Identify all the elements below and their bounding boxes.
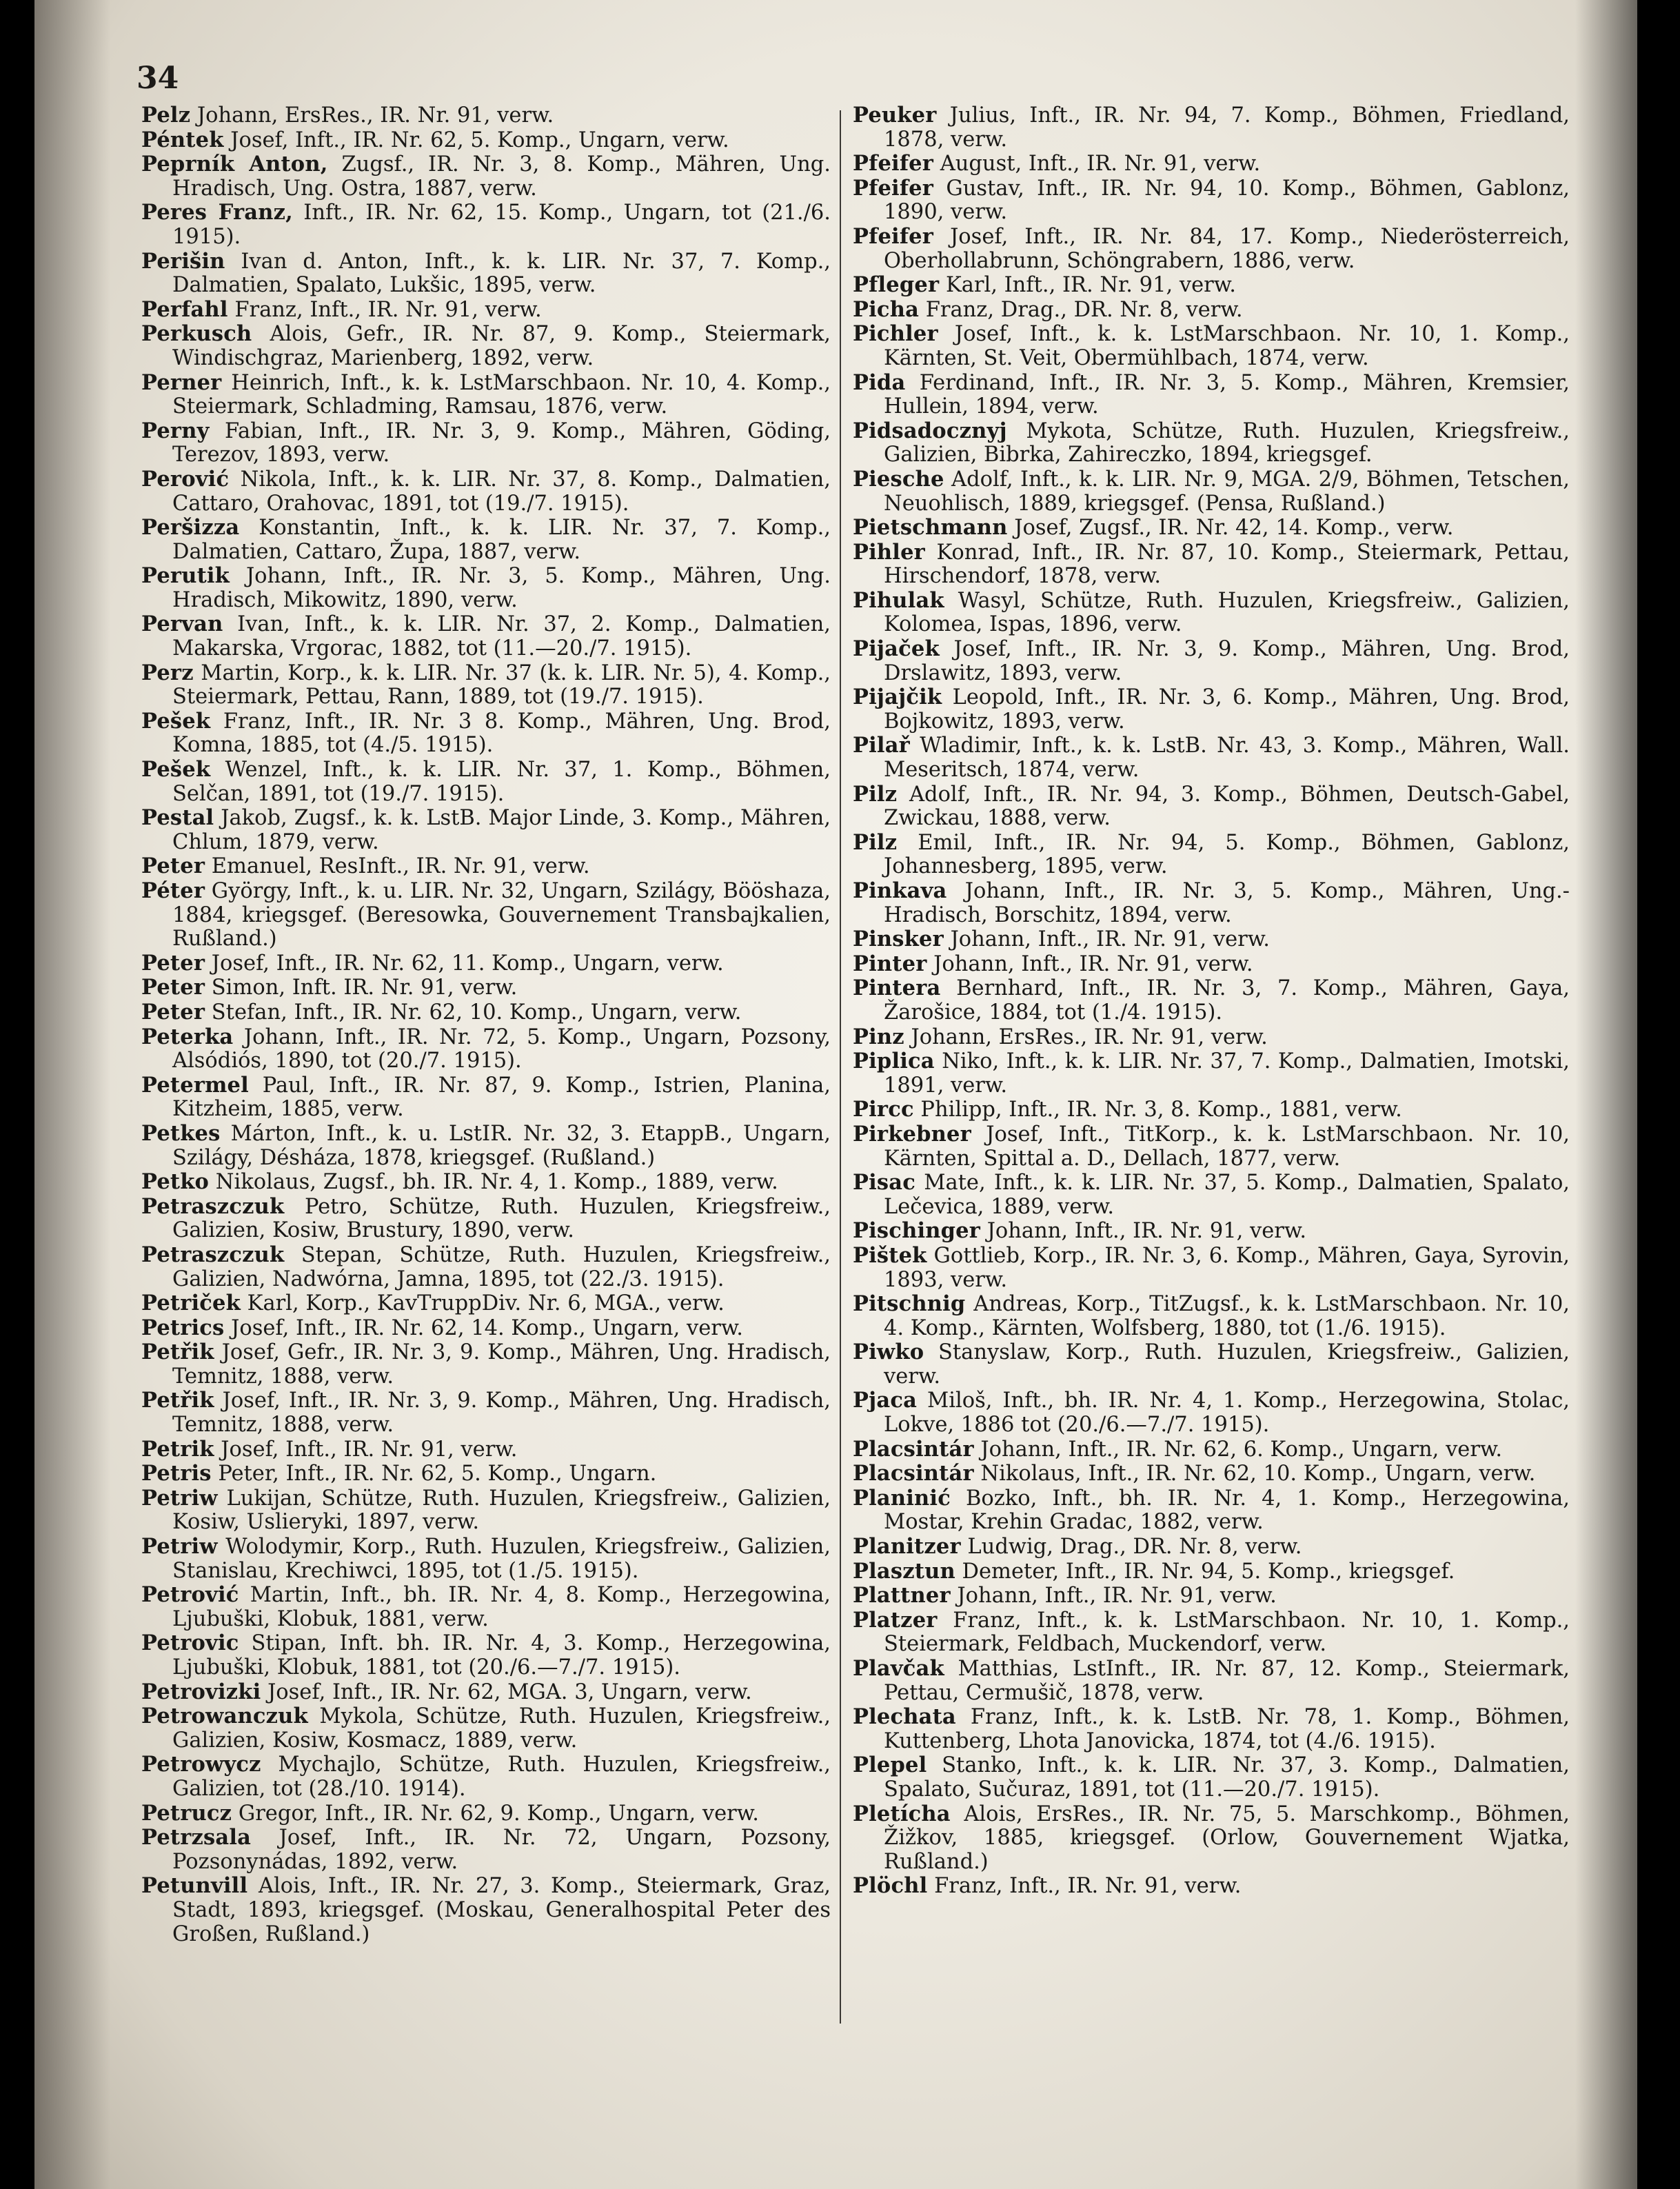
list-entry [853, 976, 1570, 1025]
entry-surname: Peterka [141, 1024, 234, 1049]
entry-details: Johann, Inft., IR. Nr. 62, 6. Komp., Ungarn, verw. [973, 1437, 1503, 1462]
entry-details: Demeter, Inft., IR. Nr. 94, 5. Komp., kriegsgef. [955, 1559, 1455, 1584]
entry-details: Josef, Inft., IR. Nr. 91, verw. [214, 1437, 518, 1462]
list-entry [141, 516, 831, 564]
entry-surname: Pijajčik [853, 685, 942, 710]
entry-surname: Petrik [141, 1436, 214, 1462]
entry-surname: Pinter [853, 951, 927, 976]
entry-surname: Pihulak [853, 587, 944, 613]
entry-details: Mykola, Schütze, Ruth. Huzulen, Kriegsfreiw., Galizien, Kosiw, Kosmacz, 1889, verw. [172, 1704, 831, 1753]
entry-surname: Petriw [141, 1534, 218, 1560]
entry-details: Josef, Inft., IR. Nr. 62, 11. Komp., Ungarn, verw. [205, 951, 724, 976]
entry-surname: Pelz [141, 103, 191, 128]
entry-surname: Pilař [853, 733, 910, 758]
entry-details: Josef, Inft., IR. Nr. 3, 9. Komp., Mähren, Ung. Brod, Drslawitz, 1893, verw. [884, 637, 1570, 685]
entry-surname: Pervan [141, 612, 223, 637]
list-entry [141, 1802, 831, 1826]
entry-surname: Petrovic [141, 1631, 239, 1656]
list-entry [141, 1025, 831, 1073]
list-entry [853, 685, 1570, 734]
entry-surname: Peršizza [141, 515, 240, 541]
entry-details: Josef, Inft., IR. Nr. 3, 9. Komp., Mähren, Ung. Hradisch, Temnitz, 1888, verw. [172, 1389, 831, 1438]
entry-surname: Pinkava [853, 878, 947, 903]
entry-surname: Pintera [853, 976, 941, 1001]
entry-surname: Piwko [853, 1340, 924, 1365]
list-entry [853, 1025, 1570, 1050]
entry-details: Ferdinand, Inft., IR. Nr. 3, 5. Komp., Mähren, Kremsier, Hullein, 1894, verw. [884, 370, 1570, 419]
entry-details: Stanyslaw, Korp., Ruth. Huzulen, Kriegsfreiw., Galizien, verw. [884, 1340, 1570, 1389]
entry-details: Mate, Inft., k. k. LIR. Nr. 37, 5. Komp., Dalmatien, Spalato, Lečevica, 1889, verw. [884, 1171, 1570, 1219]
entry-details: Julius, Inft., IR. Nr. 94, 7. Komp., Böhmen, Friedland, 1878, verw. [884, 103, 1570, 152]
entry-surname: Planinić [853, 1485, 951, 1511]
entry-surname: Pietschmann [853, 515, 1008, 541]
list-entry [853, 1292, 1570, 1340]
entry-details: Emil, Inft., IR. Nr. 94, 5. Komp., Böhmen, Gablonz, Johannesberg, 1895, verw. [884, 830, 1570, 879]
list-entry [853, 1219, 1570, 1244]
entry-surname: Petriw [141, 1485, 218, 1511]
entry-details: Philipp, Inft., IR. Nr. 3, 8. Komp., 1881, verw. [913, 1098, 1402, 1122]
entry-surname: Pischinger [853, 1218, 980, 1244]
entry-details: Stepan, Schütze, Ruth. Huzulen, Kriegsfreiw., Galizien, Nadwórna, Jamna, 1895, tot (22./3. 1915). [172, 1242, 831, 1291]
entry-surname: Placsintár [853, 1436, 974, 1462]
list-entry [853, 1340, 1570, 1389]
list-entry [853, 467, 1570, 516]
list-entry [141, 1462, 831, 1486]
entry-surname: Perišin [141, 248, 225, 274]
entry-surname: Perner [141, 370, 222, 395]
entry-surname: Petřik [141, 1340, 214, 1365]
list-entry [853, 1584, 1570, 1608]
entry-surname: Pištek [853, 1242, 927, 1268]
list-entry [853, 541, 1570, 589]
entry-details: Wasyl, Schütze, Ruth. Huzulen, Kriegsfreiw., Galizien, Kolomea, Ispas, 1896, verw. [884, 588, 1570, 637]
entry-surname: Peter [141, 975, 205, 1000]
list-entry [141, 371, 831, 419]
entry-surname: Pida [853, 370, 906, 395]
entry-surname: Perović [141, 466, 230, 492]
list-entry [853, 1462, 1570, 1486]
entry-details: Johann, Inft., IR. Nr. 3, 5. Komp., Mähren, Ung. Hradisch, Mikowitz, 1890, verw. [172, 564, 831, 612]
list-entry [141, 1340, 831, 1389]
entry-details: Gottlieb, Korp., IR. Nr. 3, 6. Komp., Mähren, Gaya, Syrovin, 1893, verw. [884, 1243, 1570, 1292]
list-entry [141, 1122, 831, 1170]
entry-details: Wenzel, Inft., k. k. LIR. Nr. 37, 1. Komp., Böhmen, Selčan, 1891, tot (19./7. 1915). [172, 758, 831, 806]
entry-details: Franz, Inft., IR. Nr. 3 8. Komp., Mähren, Ung. Brod, Komna, 1885, tot (4./5. 1915). [172, 709, 831, 758]
entry-surname: Platzer [853, 1607, 938, 1633]
entry-details: Leopold, Inft., IR. Nr. 3, 6. Komp., Mähren, Ung. Brod, Bojkowitz, 1893, verw. [884, 685, 1570, 734]
list-entry [853, 879, 1570, 927]
entry-surname: Peter [141, 950, 205, 976]
left-column [141, 103, 831, 1946]
list-entry [141, 201, 831, 249]
entry-details: Jakob, Zugsf., k. k. LstB. Major Linde, 3. Komp., Mähren, Chlum, 1879, verw. [172, 806, 831, 854]
entry-details: Josef, Inft., IR. Nr. 62, MGA. 3, Ungarn, verw. [261, 1679, 752, 1704]
entry-surname: Petko [141, 1169, 210, 1195]
list-entry [141, 298, 831, 323]
entry-details: Josef, Inft., IR. Nr. 72, Ungarn, Pozsony, Pozsonynádas, 1892, verw. [172, 1826, 831, 1874]
entry-details: August, Inft., IR. Nr. 91, verw. [933, 152, 1261, 176]
entry-details: Alois, Inft., IR. Nr. 27, 3. Komp., Steiermark, Graz, Stadt, 1893, kriegsgef. (Moskau, Generalhospital Peter des Großen, Rußland.) [172, 1874, 831, 1946]
entry-details: Ivan, Inft., k. k. LIR. Nr. 37, 2. Komp., Dalmatien, Makarska, Vrgorac, 1882, tot (11.—20./7. 1915). [172, 612, 831, 661]
list-entry [141, 1073, 831, 1122]
list-entry [853, 1657, 1570, 1705]
entry-surname: Plasztun [853, 1558, 955, 1584]
list-entry [853, 298, 1570, 323]
entry-details: Wolodymir, Korp., Ruth. Huzulen, Kriegsfreiw., Galizien, Stanislau, Krechiwci, 1895, tot (1./5. 1915). [172, 1535, 831, 1583]
entry-surname: Pisac [853, 1170, 916, 1196]
list-entry [853, 322, 1570, 370]
list-entry [853, 1802, 1570, 1875]
list-entry [141, 1389, 831, 1437]
list-entry [853, 1438, 1570, 1462]
entry-surname: Perutik [141, 563, 230, 589]
entry-details: Mychajlo, Schütze, Ruth. Huzulen, Kriegsfreiw., Galizien, tot (28./10. 1914). [172, 1753, 831, 1801]
list-entry [141, 854, 831, 879]
list-entry [141, 419, 831, 467]
entry-details: Josef, Inft., IR. Nr. 62, 5. Komp., Ungarn, verw. [223, 128, 729, 152]
list-entry [853, 1171, 1570, 1219]
entry-details: Simon, Inft. IR. Nr. 91, verw. [205, 976, 518, 1000]
column-divider [840, 110, 841, 2024]
entry-surname: Pircc [853, 1097, 914, 1122]
entry-details: Johann, ErsRes., IR. Nr. 91, verw. [190, 103, 554, 128]
entry-details: Ludwig, Drag., DR. Nr. 8, verw. [960, 1535, 1302, 1560]
entry-details: Martin, Inft., bh. IR. Nr. 4, 8. Komp., Herzegowina, Ljubuški, Klobuk, 1881, verw. [172, 1583, 831, 1631]
entry-surname: Plöchl [853, 1873, 928, 1899]
entry-surname: Peter [141, 999, 205, 1025]
entry-details: Zugsf., IR. Nr. 3, 8. Komp., Mähren, Ung. Hradisch, Ung. Ostra, 1887, verw. [172, 152, 831, 201]
list-entry [141, 879, 831, 951]
entry-details: Wladimir, Inft., k. k. LstB. Nr. 43, 3. Komp., Mähren, Wall. Meseritsch, 1874, verw. [884, 734, 1570, 783]
list-entry [853, 176, 1570, 225]
entry-surname: Petrowanczuk [141, 1704, 308, 1729]
list-entry [141, 1316, 831, 1341]
entry-surname: Pijaček [853, 636, 940, 662]
entry-details: Josef, Inft., TitKorp., k. k. LstMarschbaon. Nr. 10, Kärnten, Spittal a. D., Dellach, 1877, verw. [884, 1122, 1570, 1171]
entry-details: Gregor, Inft., IR. Nr. 62, 9. Komp., Ungarn, verw. [232, 1801, 759, 1826]
list-entry [141, 1170, 831, 1195]
entry-surname: Petrović [141, 1582, 239, 1608]
entry-details: Bernhard, Inft., IR. Nr. 3, 7. Komp., Mähren, Gaya, Žarošice, 1884, tot (1./4. 1915). [884, 976, 1570, 1025]
list-entry [853, 1098, 1570, 1122]
list-entry [853, 1535, 1570, 1560]
entry-details: Nikolaus, Inft., IR. Nr. 62, 10. Komp., Ungarn, verw. [973, 1462, 1536, 1486]
entry-surname: Petriček [141, 1291, 241, 1316]
entry-details: Fabian, Inft., IR. Nr. 3, 9. Komp., Mähren, Göding, Terezov, 1893, verw. [172, 418, 831, 467]
list-entry [141, 951, 831, 976]
list-entry [141, 1438, 831, 1462]
list-entry [853, 419, 1570, 467]
entry-details: Stanko, Inft., k. k. LIR. Nr. 37, 3. Komp., Dalmatien, Spalato, Sučuraz, 1891, tot (11.—20./7. 1915). [884, 1753, 1570, 1802]
entry-surname: Plepel [853, 1753, 927, 1778]
entry-surname: Pilz [853, 781, 898, 807]
list-entry [141, 1291, 831, 1316]
list-entry [853, 783, 1570, 831]
list-entry [853, 927, 1570, 952]
list-entry [853, 1560, 1570, 1584]
entry-details: Peter, Inft., IR. Nr. 62, 5. Komp., Ungarn. [211, 1462, 657, 1486]
list-entry [853, 1486, 1570, 1535]
entry-surname: Pitschnig [853, 1291, 966, 1317]
entry-details: Miloš, Inft., bh. IR. Nr. 4, 1. Komp., Herzegowina, Stolac, Lokve, 1886 tot (20./6.—7./7. 1915). [884, 1389, 1570, 1438]
entry-details: Franz, Inft., k. k. LstB. Nr. 78, 1. Komp., Böhmen, Kuttenberg, Lhota Janovicka, 1874, tot (4./6. 1915). [884, 1705, 1570, 1753]
list-entry [141, 564, 831, 612]
right-column [853, 103, 1570, 1899]
list-entry [853, 952, 1570, 977]
entry-details: Franz, Drag., DR. Nr. 8, verw. [919, 297, 1243, 322]
entry-surname: Planitzer [853, 1534, 961, 1560]
entry-details: Johann, Inft., IR. Nr. 91, verw. [943, 927, 1270, 952]
entry-details: Emanuel, ResInft., IR. Nr. 91, verw. [205, 854, 590, 879]
list-entry [141, 152, 831, 201]
list-entry [141, 661, 831, 709]
entry-surname: Pešek [141, 757, 211, 783]
entry-details: Franz, Inft., IR. Nr. 91, verw. [227, 297, 542, 322]
entry-details: Márton, Inft., k. u. LstIR. Nr. 32, 3. EtappB., Ungarn, Szilágy, Désháza, 1878, kriegsgef. (Rußland.) [172, 1121, 831, 1170]
list-entry [141, 1680, 831, 1705]
entry-surname: Pinz [853, 1024, 904, 1049]
entry-surname: Péntek [141, 127, 224, 152]
list-entry [853, 1705, 1570, 1753]
list-entry [141, 1704, 831, 1753]
entry-surname: Piesche [853, 466, 944, 492]
entry-details: Mykota, Schütze, Ruth. Huzulen, Kriegsfreiw., Galizien, Bibrka, Zahireczko, 1894, kriegsgef. [884, 418, 1570, 467]
entry-surname: Pilz [853, 829, 898, 855]
list-entry [853, 103, 1570, 152]
entry-details: Inft., IR. Nr. 62, 15. Komp., Ungarn, tot (21./6. 1915). [172, 201, 831, 249]
entry-details: Ivan d. Anton, Inft., k. k. LIR. Nr. 37, 7. Komp., Dalmatien, Spalato, Lukšic, 1895, verw. [172, 249, 831, 298]
entry-surname: Petrzsala [141, 1825, 252, 1850]
list-entry [853, 1608, 1570, 1657]
entry-details: Stipan, Inft. bh. IR. Nr. 4, 3. Komp., Herzegowina, Ljubuški, Klobuk, 1881, tot (20./6.—7./7. 1915). [172, 1631, 831, 1679]
list-entry [141, 1874, 831, 1946]
list-entry [853, 589, 1570, 637]
entry-surname: Perz [141, 660, 194, 685]
entry-details: Stefan, Inft., IR. Nr. 62, 10. Komp., Ungarn, verw. [205, 1000, 742, 1025]
entry-details: Andreas, Korp., TitZugsf., k. k. LstMarschbaon. Nr. 10, 4. Komp., Kärnten, Wolfsberg, 1880, tot (1./6. 1915). [884, 1292, 1570, 1340]
entry-surname: Petrucz [141, 1800, 232, 1826]
entry-details: Nikolaus, Zugsf., bh. IR. Nr. 4, 1. Komp., 1889, verw. [209, 1170, 778, 1195]
entry-surname: Pinsker [853, 927, 944, 952]
list-entry [141, 128, 831, 153]
list-entry [141, 1753, 831, 1801]
entry-surname: Pfeifer [853, 175, 934, 201]
entry-details: Johann, Inft., IR. Nr. 91, verw. [980, 1219, 1307, 1244]
entry-details: Alois, Gefr., IR. Nr. 87, 9. Komp., Steiermark, Windischgraz, Marienberg, 1892, verw. [172, 322, 831, 370]
list-entry [853, 637, 1570, 685]
list-entry [141, 1631, 831, 1679]
page-sheet [34, 0, 1637, 2189]
entry-details: Martin, Korp., k. k. LIR. Nr. 37 (k. k. LIR. Nr. 5), 4. Komp., Steiermark, Pettau, Rann, 1889, tot (19./7. 1915). [172, 660, 831, 709]
entry-details: Johann, Inft., IR. Nr. 91, verw. [927, 951, 1253, 976]
list-entry [853, 1049, 1570, 1098]
entry-surname: Petunvill [141, 1873, 248, 1899]
entry-surname: Peter [141, 854, 205, 879]
entry-details: Nikola, Inft., k. k. LIR. Nr. 37, 8. Komp., Dalmatien, Cattaro, Orahovac, 1891, tot (19./7. 1915). [172, 467, 831, 516]
entry-surname: Plechata [853, 1704, 956, 1730]
entry-details: Josef, Inft., IR. Nr. 84, 17. Komp., Niederösterreich, Oberhollabrunn, Schöngrabern, 1886, verw. [884, 224, 1570, 273]
entry-surname: Petrics [141, 1315, 225, 1340]
entry-surname: Pfeifer [853, 151, 934, 176]
entry-surname: Petřik [141, 1388, 214, 1413]
entry-details: Lukijan, Schütze, Ruth. Huzulen, Kriegsfreiw., Galizien, Kosiw, Uslieryki, 1897, verw. [172, 1486, 831, 1535]
list-entry [141, 1195, 831, 1243]
list-entry [853, 734, 1570, 782]
list-entry [853, 516, 1570, 541]
entry-details: Karl, Inft., IR. Nr. 91, verw. [939, 273, 1236, 298]
entry-details: Konrad, Inft., IR. Nr. 87, 10. Komp., Steiermark, Pettau, Hirschendorf, 1878, verw. [884, 540, 1570, 589]
entry-details: Niko, Inft., k. k. LIR. Nr. 37, 7. Komp., Dalmatien, Imotski, 1891, verw. [884, 1049, 1570, 1098]
list-entry [853, 152, 1570, 176]
entry-surname: Plavčak [853, 1656, 944, 1681]
entry-surname: Pichler [853, 321, 938, 347]
entry-surname: Pestal [141, 805, 214, 831]
entry-details: Petro, Schütze, Ruth. Huzulen, Kriegsfreiw., Galizien, Kosiw, Brustury, 1890, verw. [172, 1194, 831, 1243]
list-entry [141, 103, 831, 128]
entry-details: György, Inft., k. u. LIR. Nr. 32, Ungarn, Szilágy, Bööshaza, 1884, kriegsgef. (Beresowka, Gouvernement Transbajkalien, Rußland.) [172, 879, 831, 951]
entry-surname: Petraszczuk [141, 1242, 285, 1267]
entry-surname: Péter [141, 878, 205, 903]
list-entry [141, 1243, 831, 1291]
entry-surname: Pešek [141, 708, 211, 734]
entry-surname: Placsintár [853, 1461, 974, 1486]
list-entry [141, 1826, 831, 1874]
list-entry [853, 1874, 1570, 1899]
entry-details: Bozko, Inft., bh. IR. Nr. 4, 1. Komp., Herzegowina, Mostar, Krehin Gradac, 1882, verw. [884, 1486, 1570, 1535]
list-entry [853, 831, 1570, 879]
entry-surname: Pfleger [853, 272, 940, 298]
list-entry [853, 371, 1570, 419]
entry-details: Heinrich, Inft., k. k. LstMarschbaon. Nr. 10, 4. Komp., Steiermark, Schladming, Ramsau, 1876, verw. [172, 370, 831, 419]
list-entry [853, 1244, 1570, 1292]
entry-details: Josef, Zugsf., IR. Nr. 42, 14. Komp., verw. [1007, 516, 1454, 541]
list-entry [141, 758, 831, 806]
entry-details: Adolf, Inft., k. k. LIR. Nr. 9, MGA. 2/9, Böhmen, Tetschen, Neuohlisch, 1889, kriegsgef. (Pensa, Rußland.) [884, 467, 1570, 516]
entry-details: Josef, Inft., k. k. LstMarschbaon. Nr. 10, 1. Komp., Kärnten, St. Veit, Obermühlbach, 1874, verw. [884, 322, 1570, 370]
entry-surname: Picha [853, 296, 920, 322]
page-number: 34 [136, 61, 179, 96]
list-entry [141, 1535, 831, 1583]
list-entry [141, 467, 831, 516]
entry-surname: Petrowycz [141, 1752, 261, 1777]
entry-details: Alois, ErsRes., IR. Nr. 75, 5. Marschkomp., Böhmen, Žižkov, 1885, kriegsgef. (Orlow, Gouvernement Wjatka, Rußland.) [884, 1802, 1570, 1874]
entry-surname: Plattner [853, 1583, 951, 1608]
entry-details: Johann, ErsRes., IR. Nr. 91, verw. [904, 1025, 1268, 1049]
list-entry [141, 1000, 831, 1025]
entry-details: Adolf, Inft., IR. Nr. 94, 3. Komp., Böhmen, Deutsch-Gabel, Zwickau, 1888, verw. [884, 782, 1570, 831]
entry-surname: Petris [141, 1461, 212, 1486]
list-entry [853, 273, 1570, 298]
entry-details: Konstantin, Inft., k. k. LIR. Nr. 37, 7. Komp., Dalmatien, Cattaro, Župa, 1887, verw. [172, 516, 831, 564]
entry-surname: Pidsadocznyj [853, 418, 1007, 443]
entry-details: Paul, Inft., IR. Nr. 87, 9. Komp., Istrien, Planina, Kitzheim, 1885, verw. [172, 1073, 831, 1122]
entry-details: Johann, Inft., IR. Nr. 91, verw. [950, 1584, 1277, 1608]
list-entry [141, 976, 831, 1000]
list-entry [141, 322, 831, 370]
entry-surname: Peuker [853, 103, 937, 128]
entry-surname: Petraszczuk [141, 1193, 285, 1219]
list-entry [853, 1753, 1570, 1802]
entry-surname: Pihler [853, 539, 925, 565]
entry-details: Josef, Inft., IR. Nr. 62, 14. Komp., Ungarn, verw. [224, 1315, 744, 1340]
list-entry [141, 1486, 831, 1535]
entry-details: Josef, Gefr., IR. Nr. 3, 9. Komp., Mähren, Ung. Hradisch, Temnitz, 1888, verw. [172, 1340, 831, 1389]
entry-details: Johann, Inft., IR. Nr. 3, 5. Komp., Mähren, Ung.-Hradisch, Borschitz, 1894, verw. [884, 879, 1570, 927]
entry-surname: Peres Franz, [141, 200, 293, 225]
list-entry [141, 1583, 831, 1631]
entry-surname: Petermel [141, 1072, 249, 1098]
entry-surname: Petrovizki [141, 1679, 261, 1704]
list-entry [141, 612, 831, 660]
entry-surname: Peprník Anton, [141, 152, 328, 177]
entry-surname: Pletícha [853, 1801, 951, 1826]
entry-details: Franz, Inft., k. k. LstMarschbaon. Nr. 10, 1. Komp., Steiermark, Feldbach, Muckendorf, verw. [884, 1608, 1570, 1657]
entry-details: Franz, Inft., IR. Nr. 91, verw. [927, 1874, 1242, 1899]
entry-details: Karl, Korp., KavTruppDiv. Nr. 6, MGA., verw. [240, 1291, 725, 1316]
entry-surname: Perfahl [141, 296, 228, 322]
entry-surname: Perny [141, 418, 210, 443]
entry-surname: Pfeifer [853, 223, 934, 249]
entry-details: Johann, Inft., IR. Nr. 72, 5. Komp., Ungarn, Pozsony, Alsódiós, 1890, tot (20./7. 1915). [172, 1025, 831, 1073]
entry-surname: Piplica [853, 1049, 935, 1074]
entry-surname: Perkusch [141, 321, 252, 347]
list-entry [853, 225, 1570, 273]
list-entry [141, 806, 831, 854]
entry-details: Gustav, Inft., IR. Nr. 94, 10. Komp., Böhmen, Gablonz, 1890, verw. [884, 176, 1570, 225]
entry-surname: Pjaca [853, 1388, 918, 1413]
entry-details: Matthias, LstInft., IR. Nr. 87, 12. Komp., Steiermark, Pettau, Cermušič, 1878, verw. [884, 1657, 1570, 1705]
list-entry [853, 1389, 1570, 1437]
entry-surname: Pirkebner [853, 1121, 971, 1147]
entry-surname: Petkes [141, 1120, 221, 1146]
list-entry [141, 250, 831, 298]
list-entry [853, 1122, 1570, 1171]
list-entry [141, 709, 831, 758]
